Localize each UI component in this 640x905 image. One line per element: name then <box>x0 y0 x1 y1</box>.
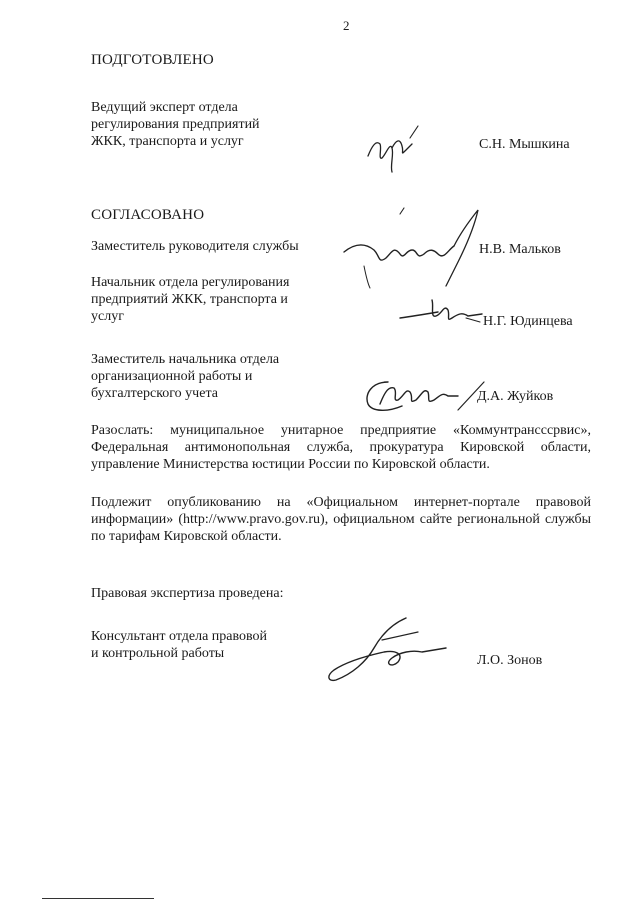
signature-zhuykov <box>358 374 488 418</box>
agreed-heading: СОГЛАСОВАНО <box>91 207 205 223</box>
prepared-name: С.Н. Мышкина <box>479 137 570 152</box>
signer-position-line: Заместитель руководителя службы <box>91 239 299 254</box>
publication-paragraph: Подлежит опубликованию на «Официальном интернет-портале правовой информации» (http://www.pravo.gov.ru), официальном сайте региональной службы по тарифам Кировской области. <box>91 495 591 544</box>
signer-3-name: Д.А. Жуйков <box>477 389 554 404</box>
prepared-position-line: ЖКК, транспорта и услуг <box>91 134 244 149</box>
signer-1-position <box>91 238 299 255</box>
signature-yudintseva <box>396 292 486 332</box>
distribution-paragraph: Разослать: муниципальное унитарное предприятие «Коммунтрансссрвис», Федеральная антимонопольная служба, прокуратура Кировской области, управление Министерства юстиции России по Кировской области. <box>91 423 591 472</box>
legal-review-position-line: Консультант отдела правовой <box>91 629 268 644</box>
signer-position-line: Заместитель начальника отдела <box>91 352 280 367</box>
prepared-heading: ПОДГОТОВЛЕНО <box>91 52 214 68</box>
prepared-position-line: регулирования предприятий <box>91 117 260 132</box>
page-number: 2 <box>343 18 350 33</box>
signer-1-name: Н.В. Мальков <box>479 242 561 257</box>
signer-3-position <box>91 351 279 402</box>
signer-position-line: Начальник отдела регулирования <box>91 275 290 290</box>
signer-2-position <box>91 274 289 325</box>
prepared-position-line: Ведущий эксперт отдела <box>91 100 238 115</box>
prepared-position <box>91 99 260 150</box>
legal-review-statement: Правовая экспертиза проведена: <box>91 586 284 601</box>
legal-review-name: Л.О. Зонов <box>477 653 543 668</box>
signer-position-line: услуг <box>91 309 124 324</box>
signature-malkov <box>334 206 484 292</box>
legal-review-position <box>91 628 267 662</box>
signer-position-line: бухгалтерского учета <box>91 386 218 401</box>
footnote-rule <box>42 898 154 899</box>
legal-review-position-line: и контрольной работы <box>91 646 225 661</box>
signature-mishkina <box>362 120 442 178</box>
signature-zonov <box>322 612 452 692</box>
signer-position-line: организационной работы и <box>91 369 253 384</box>
signer-2-name: Н.Г. Юдинцева <box>483 314 573 329</box>
signer-position-line: предприятий ЖКК, транспорта и <box>91 292 288 307</box>
